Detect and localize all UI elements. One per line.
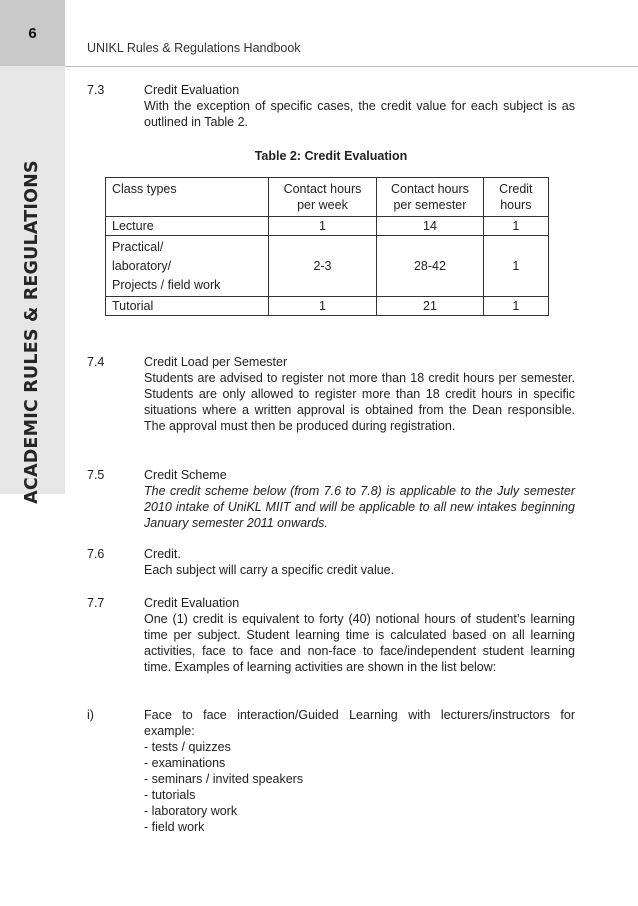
table-header-cell: Class types xyxy=(106,178,269,217)
table-cell: 1 xyxy=(268,217,376,236)
table-cell: 28-42 xyxy=(377,236,483,297)
section-7-3 xyxy=(87,82,575,130)
table-header-cell: Credit hours xyxy=(483,178,548,217)
section-7-6 xyxy=(87,546,575,578)
section-text: Each subject will carry a specific credit value. xyxy=(144,563,395,577)
list-item: - field work xyxy=(144,820,205,834)
section-text: Students are advised to register not more than 18 credit hours per semester. Students are only allowed to register more than 18 credit hours in specific situations where a written approval is obtained from the Dean responsible. The approval must then be produced during registration. xyxy=(144,371,575,433)
section-7-7 xyxy=(87,595,575,675)
activity-list xyxy=(144,739,575,835)
table-header-row xyxy=(106,178,549,217)
table-cell: Tutorial xyxy=(106,297,269,316)
section-text: One (1) credit is equivalent to forty (40) notional hours of student’s learning time per subject. Student learning time is calculated based on all learning activities, face to face and non-face to face/independent student learning time. Examples of learning activities are shown in the list below: xyxy=(144,612,575,674)
page-header: UNIKL Rules & Regulations Handbook xyxy=(87,41,301,55)
section-i xyxy=(87,707,575,835)
section-number: 7.3 xyxy=(87,83,105,97)
table-header-cell: Contact hours per semester xyxy=(377,178,483,217)
table-cell: 14 xyxy=(377,217,483,236)
list-item: - examinations xyxy=(144,756,226,770)
section-text: With the exception of specific cases, the credit value for each subject is as outlined in Table 2. xyxy=(144,99,575,129)
table-cell: 1 xyxy=(483,217,548,236)
table-cell: 21 xyxy=(377,297,483,316)
cell-line: Projects / field work xyxy=(112,278,221,292)
table-header-cell: Contact hours per week xyxy=(268,178,376,217)
table-row xyxy=(106,217,549,236)
table-row xyxy=(106,297,549,316)
page-number: 6 xyxy=(0,0,65,66)
section-number: 7.4 xyxy=(87,355,105,369)
list-item: - laboratory work xyxy=(144,804,238,818)
credit-evaluation-table xyxy=(105,177,549,316)
table-cell: 2-3 xyxy=(268,236,376,297)
section-number: 7.5 xyxy=(87,468,105,482)
section-7-5 xyxy=(87,467,575,531)
section-number: 7.6 xyxy=(87,547,105,561)
list-item: - seminars / invited speakers xyxy=(144,772,304,786)
section-number: i) xyxy=(87,708,94,722)
header-divider xyxy=(65,66,638,67)
list-item: - tests / quizzes xyxy=(144,740,231,754)
section-text: Face to face interaction/Guided Learning with lecturers/instructors for example: xyxy=(144,708,575,738)
table-cell: 1 xyxy=(483,236,548,297)
table-cell xyxy=(106,236,269,297)
cell-line: Practical/ xyxy=(112,240,164,254)
sidebar xyxy=(0,0,65,504)
sidebar-title: ACADEMIC RULES & REGULATIONS xyxy=(22,160,42,504)
section-7-4 xyxy=(87,354,575,434)
table-caption: Table 2: Credit Evaluation xyxy=(254,149,408,163)
table-cell: 1 xyxy=(483,297,548,316)
section-title: Credit Load per Semester xyxy=(144,355,288,369)
section-number: 7.7 xyxy=(87,596,105,610)
table-row xyxy=(106,236,549,297)
table-cell: 1 xyxy=(268,297,376,316)
table-cell: Lecture xyxy=(106,217,269,236)
section-title: Credit Evaluation xyxy=(144,596,240,610)
section-title: Credit Scheme xyxy=(144,468,227,482)
section-text: The credit scheme below (from 7.6 to 7.8) is applicable to the July semester 2010 intake of UniKL MIIT and will be applicable to all new intakes beginning January semester 2011 onwards. xyxy=(144,484,575,530)
section-title: Credit. xyxy=(144,547,181,561)
section-title: Credit Evaluation xyxy=(144,83,240,97)
list-item: - tutorials xyxy=(144,788,196,802)
cell-line: laboratory/ xyxy=(112,259,172,273)
